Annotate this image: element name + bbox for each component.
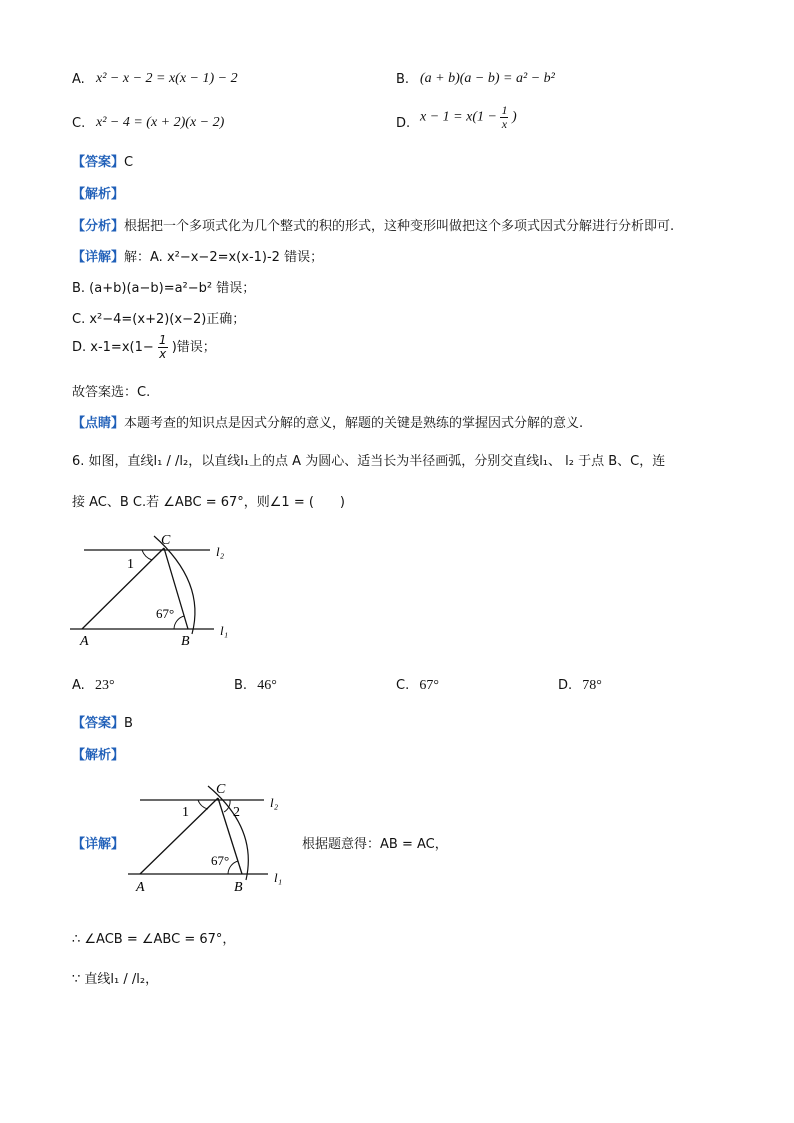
q6-solution-figure [128,776,300,898]
q5-option-c-text: x² − 4 = (x + 2)(x − 2) [96,115,225,130]
q5-answer-value: C [124,155,134,170]
q5-comment [72,412,583,431]
q5-option-b-label: B. [396,72,410,87]
q6-option-b-value: 46° [257,678,277,693]
q6-option-c-value: 67° [419,678,439,693]
angle-1-mark [198,800,208,809]
q5-detail-tag: 【详解】 [72,250,125,265]
angle-1-mark [142,550,152,560]
q5-option-d-before: x − 1 = x(1 − [420,109,497,125]
q6-option-d-value: 78° [582,678,602,693]
q5-option-d-denominator: x [501,117,508,131]
label-l1: l₁ [274,870,283,885]
angle-67-mark [228,861,238,874]
q6-answer-tag: 【答案】 [72,716,125,731]
label-b: B [234,880,243,895]
label-angle-2: 2 [233,805,240,820]
q6-answer-value: B [124,716,133,731]
q6-option-b [234,678,277,694]
q5-detail-line-d [72,334,216,361]
q5-detail-d-denominator: x [159,347,167,361]
label-67: 67° [211,853,230,868]
q6-option-a-label: A. [72,678,85,693]
label-c: C [161,533,171,548]
q6-option-c-label: C. [396,678,410,693]
label-l1: l₁ [220,623,229,638]
q5-option-c-label: C. [72,116,86,131]
q5-detail-line-c: C. x²−4=(x+2)(x−2)正确； [72,312,246,327]
q6-step1: ∴ ∠ACB = ∠ABC = 67°， [72,932,236,947]
q5-option-a-text: x² − x − 2 = x(x − 1) − 2 [96,71,238,86]
label-angle-1: 1 [182,805,189,820]
q6-option-a [72,678,115,694]
q5-option-d-text [420,104,517,131]
q5-option-d-numerator: 1 [501,103,508,117]
q6-option-d [558,678,602,694]
q5-fenxi [72,215,674,234]
q5-detail-d-before: D. x-1=x(1− [72,340,154,355]
q6-figure [70,526,250,654]
q5-conclusion: 故答案选：C. [72,385,151,400]
q6-analysis-tag: 【解析】 [72,748,125,763]
q5-fenxi-text: 根据把一个多项式化为几个整式的积的形式，这种变形叫做把这个多项式因式分解进行分析即可. [124,219,675,234]
q5-detail-a-text: 解：A. x²−x−2=x(x-1)-2 错误； [124,250,324,265]
label-a: A [136,880,145,895]
angle-67-mark [174,616,184,629]
q6-option-d-label: D. [558,678,573,693]
q5-answer-tag: 【答案】 [72,155,125,170]
q6-given: 根据题意得：AB = AC， [302,837,448,852]
q5-detail-d-after: )错误； [171,340,216,355]
q5-answer [72,151,133,170]
label-67: 67° [156,606,175,621]
q6-option-b-label: B. [234,678,248,693]
q5-option-d-label: D. [396,116,411,131]
q6-stem-line2: 接 AC、B C.若 ∠ABC = 67°，则∠1 = ( ) [72,495,346,510]
label-l2: l₂ [270,795,279,810]
segment-ac [140,798,218,874]
q5-detail-d-numerator: 1 [158,333,167,347]
q5-analysis-tag: 【解析】 [72,187,125,202]
q5-option-b-text: (a + b)(a − b) = a² − b² [420,71,555,86]
q5-detail-d-fraction [158,334,168,361]
label-b: B [181,634,190,649]
label-l2: l₂ [216,544,225,559]
label-a: A [80,634,89,649]
q5-comment-text: 本题考查的知识点是因式分解的意义，解题的关键是熟练的掌握因式分解的意义. [124,416,584,431]
q6-option-a-value: 23° [94,678,115,693]
label-angle-1: 1 [127,557,134,572]
q5-fenxi-tag: 【分析】 [72,219,125,234]
label-c: C [216,782,226,797]
q6-answer [72,712,133,731]
q5-detail-line-b: B. (a+b)(a−b)=a²−b² 错误； [72,281,256,296]
q5-comment-tag: 【点睛】 [72,416,125,431]
q6-option-c [396,678,439,694]
q6-step2: ∵ 直线l₁ / /l₂， [72,972,159,987]
q5-detail-line-a [72,246,323,265]
q5-option-a-label: A. [72,72,85,87]
q5-option-d-after: ) [511,109,517,125]
q6-detail-tag: 【详解】 [72,837,125,852]
q6-stem-line1: 6. 如图，直线l₁ / /l₂，以直线l₁上的点 A 为圆心、适当长为半径画弧，分别交直线l₁、 l₂ 于点 B、C，连 [72,454,666,469]
q5-option-d-fraction [500,104,508,131]
